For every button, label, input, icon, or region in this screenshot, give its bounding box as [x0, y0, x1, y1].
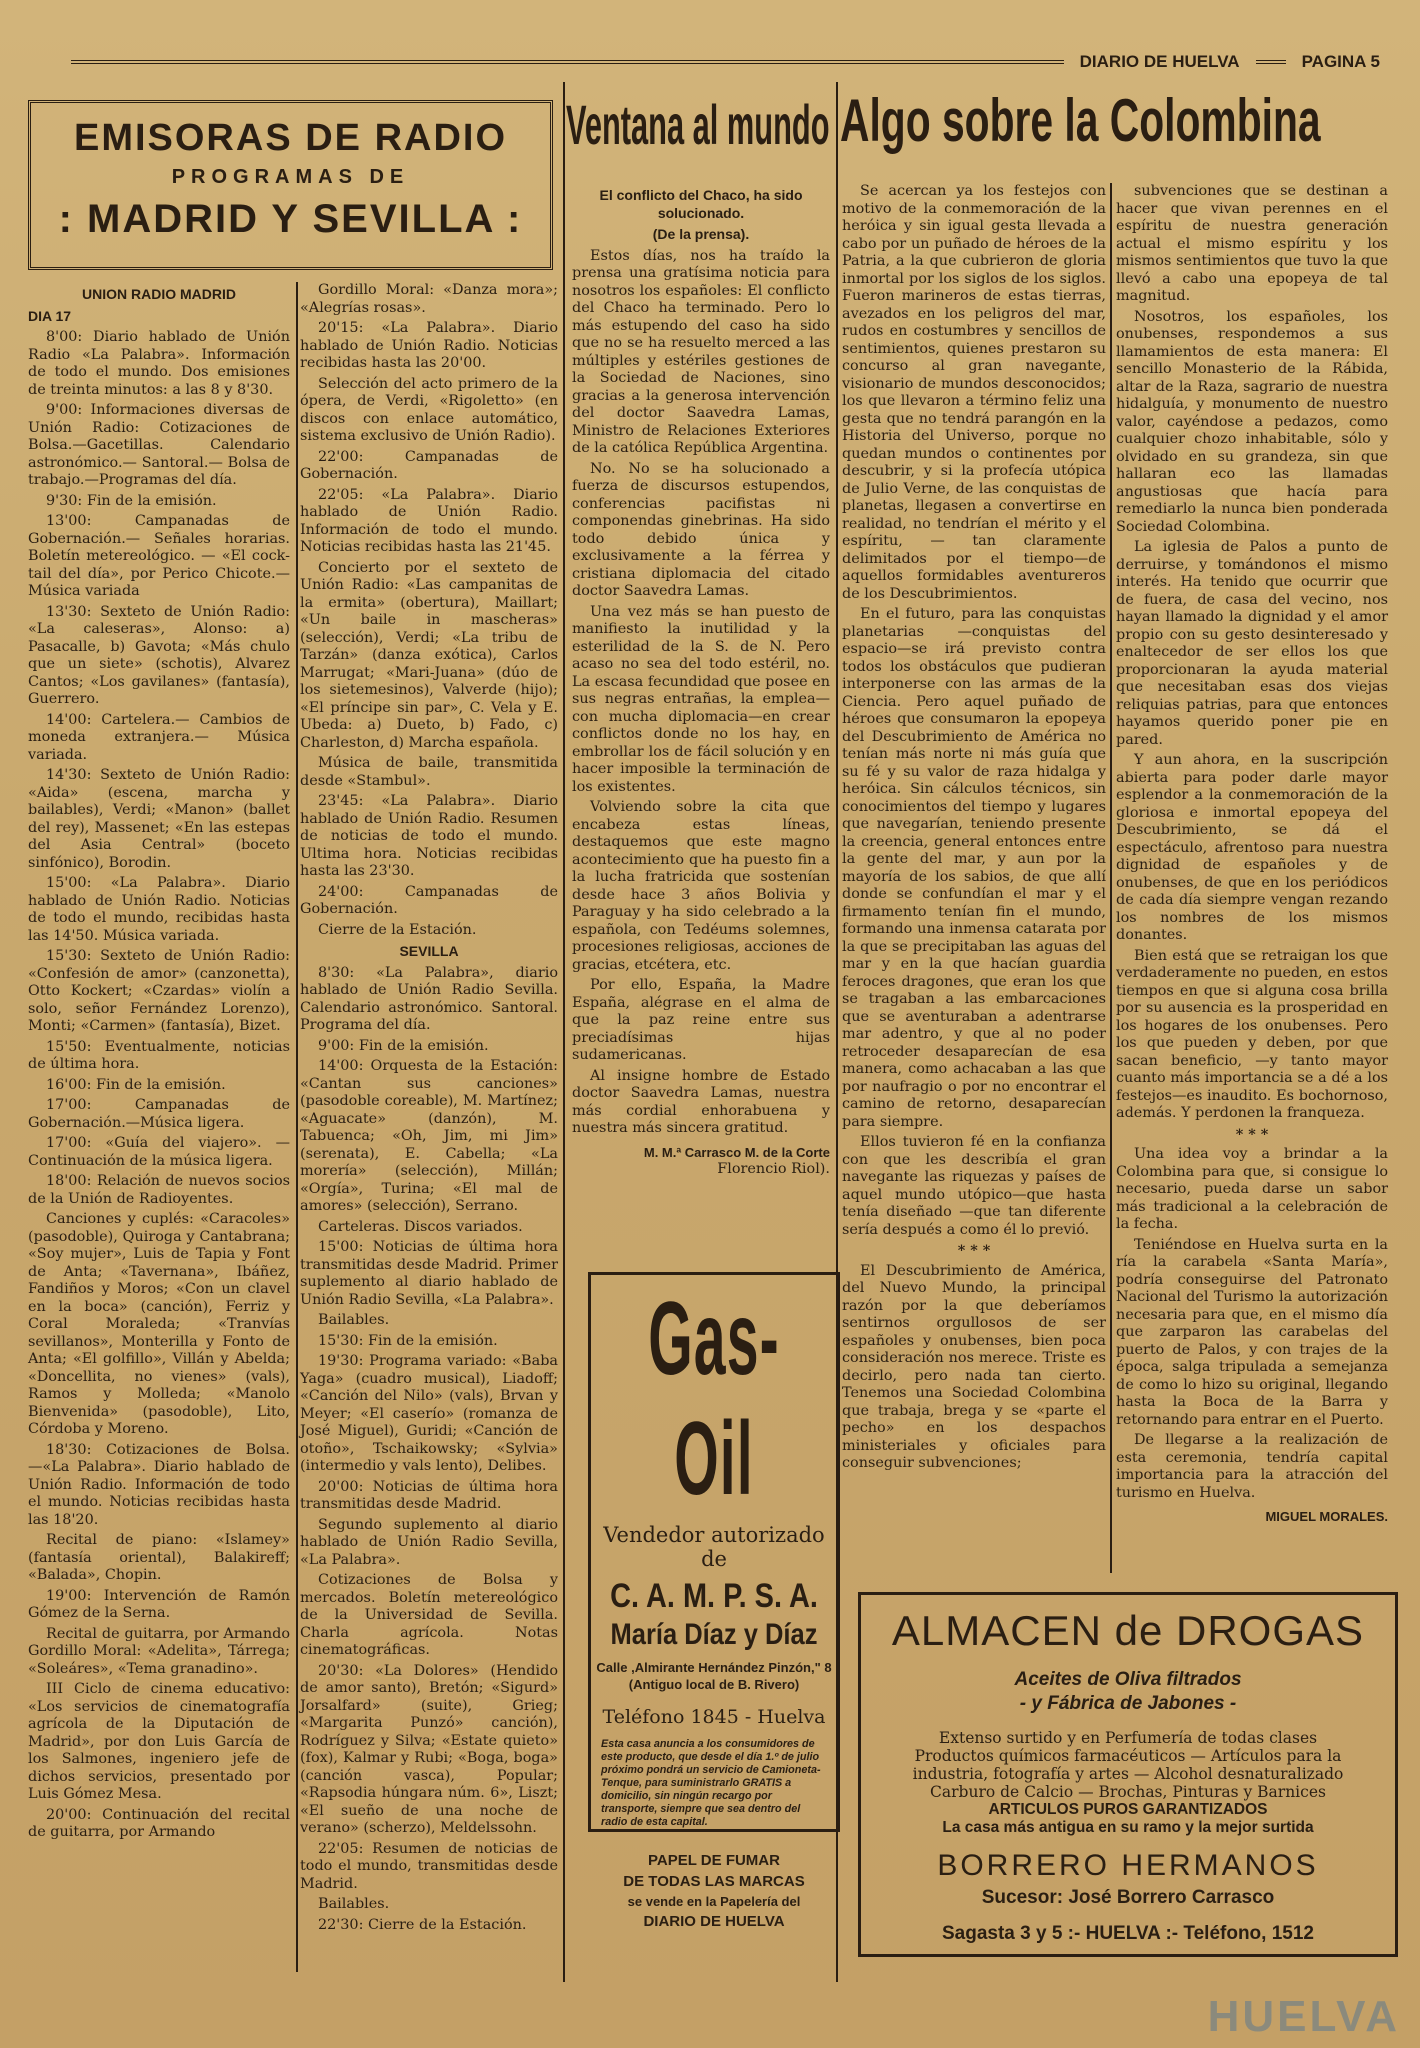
papel-line2: DE TODAS LAS MARCAS: [623, 1873, 805, 1890]
program-entry: Música de baile, transmitida desde «Stambul».: [300, 755, 558, 789]
article-paragraph: En el futuro, para las conquistas planetarias —conquistas del espacio—se irá previsto contra todos los obstáculos que pudieran interponerse con las armas de la Ciencia. Pero aquel puñado de héroes que consumaron la epopeya del Descubrimiento de América no tenían más norte ni más guía que su fé y su valor de raza hidalga y heróica. Sin cálculos técnicos, sin conocimientos del tiempo y lugares que navegarían, teniendo presente la creencia, general entonces entre la gente del mar, y aun por la mayoría de los sabios, de que allí donde se confundían el mar y el firmamento tenían fin el mundo, formando una inmensa catarata por la que se precipitaban las aguas del mar y en la que hacían guardia feroces dragones, que eran los que se tragaban a las embarcaciones que se aventuraban a adentrarse mar adentro, y que al no poder retroceder desaparecían de esa manera, como achacaban a las que por naufragio o por no encontrar el camino de retorno, desaparecían para siempre.: [842, 606, 1106, 1130]
program-entry: Bailables.: [318, 1312, 390, 1328]
drogas-body: [879, 1729, 1377, 1837]
program-entry: 14'30: Sexteto de Unión Radio: «Aida» (escena, marcha y bailables), Verdi; «Manon» (ballet del rey), Massenet; «En las estepas del Asia Central» (boceto sinfónico), Borodin.: [28, 767, 290, 871]
gasoil-address: Calle ,Almirante Hernández Pinzón," 8: [596, 1660, 832, 1675]
radio-column-madrid: [28, 282, 290, 1845]
program-entry: 9'00: Informaciones diversas de Unión Radio: Cotizaciones de Bolsa.—Gacetillas. Calendario astronómico.— Santoral.— Bolsa de trabajo.—Programas del día.: [28, 402, 290, 488]
colombina-column-b: [1116, 183, 1388, 1526]
program-entry: 18'30: Cotizaciones de Bolsa.—«La Palabra». Diario hablado de Unión Radio. Información de todo el mundo. Noticias recibidas hasta las 18'20.: [28, 1441, 290, 1528]
program-entry: 20'30: «La Dolores» (Hendido de amor santo), Bretón; «Sigurd» Jorsalfard» (suite), Grieg; «Margarita Punzó» canción), Rodríguez y Silva; «Estate quieto» (fox), Kalmar y Rubi; «Boga, boga» (canción vasca), Popular; «Rapsodia húngara núm. 6», Liszt; «El sueño de una noche de verano» (scherzo), Meldelssohn.: [300, 1662, 558, 1836]
program-entry: Segundo suplemento al diario hablado de Unión Radio Sevilla, «La Palabra».: [300, 1516, 558, 1568]
program-entry: 15'50: Eventualmente, noticias de última hora.: [28, 1038, 290, 1072]
running-header: [55, 52, 1380, 72]
program-entry: 22'00: Campanadas de Gobernación.: [300, 448, 558, 482]
program-entry: Cotizaciones de Bolsa y mercados. Boletín metereológico de la Universidad de Sevilla. Charla agrícola. Notas cinematográficas.: [300, 1572, 558, 1658]
program-entry: Canciones y cuplés: «Caracoles» (pasodoble), Quiroga y Cantabrana; «Soy mujer», Luis de Tapia y Font de Anta; «Tavernana», Ibáñez, Fandiños y Moros; «Con un clavel en la boca» (canción), Ferriz y Coral Moraleda; «Tranvías sevillanos», Monterilla y Fonto de Anta; «El golfillo», Villán y Abelda; «Doncellita, no vienes» (vals), Ramos y Molleda; «Manolo Bienvenida» (pasodoble), Lito, Córdoba y Moreno.: [28, 1211, 290, 1437]
program-entry: Bailables.: [318, 1896, 390, 1912]
program-entry: III Ciclo de cinema educativo: «Los servicios de cinematografía agrícola de la Diputación de Madrid», por don Luis García de los Salmones, ingeniero jefe de dichos servicios, presentado por Luis Gómez Mesa.: [28, 1681, 290, 1802]
drogas-oil: Aceites de Oliva filtrados: [1014, 1669, 1242, 1690]
article-paragraph: Al insigne hombre de Estado doctor Saavedra Lamas, nuestra más cordial enhorabuena y nuestra más sincera gratitud.: [572, 1067, 830, 1136]
program-entry: 22'05: Resumen de noticias de todo el mundo, transmitidas desde Madrid.: [300, 1840, 558, 1892]
drogas-line2: Productos químicos farmacéuticos — Artículos para la industria, fotografía y artes — Alcohol desnaturalizado: [912, 1747, 1344, 1783]
article-paragraph: El Descubrimiento de América, del Nuevo Mundo, la principal razón por la que deberíamos sentirnos orgullosos de ser españoles y onubenses, bien poca consideración nos merece. Triste es decirlo, pero nada tan cierto. Tenemos una Sociedad Colombina que trabaja, brega y se «parte el pecho» en los despachos ministeriales y oficiales para conseguir subvenciones;: [842, 1262, 1106, 1471]
article-paragraph: Una vez más se han puesto de manifiesto la inutilidad y la esterilidad de la S. de N. Pero acaso no sea del todo estéril, no. La escasa fecundidad que posee en sus negras entrañas, la emplea—con mucha diplomacia—en crear conflictos donde no los hay, en embrollar los de fácil solución y en hacer imposible la terminación de los existentes.: [572, 603, 830, 795]
article-paragraph: No. No se ha solucionado a fuerza de discursos estupendos, conferencias pacifistas ni componendas ginebrinas. Ha sido todo debido única y exclusivamente a la férrea y cristiana diplomacia del citado doctor Saavedra Lamas.: [572, 460, 830, 599]
article-paragraph: De llegarse a la realización de esta ceremonia, tendría capital importancia para la atracción del turismo en Huelva.: [1116, 1432, 1388, 1501]
program-entry: Gordillo Moral: «Danza mora»; «Alegrías rosas».: [300, 282, 558, 316]
program-entry: 17'00: «Guía del viajero». —Continuación de la música ligera.: [28, 1135, 290, 1169]
section-madrid: UNION RADIO MADRID: [82, 286, 236, 302]
program-entry: 18'00: Relación de nuevos socios de la Unión de Radioyentes.: [28, 1173, 290, 1207]
article-paragraph: Nosotros, los españoles, los onubenses, respondemos a sus llamamientos de esta manera: El sencillo Monasterio de la Rábida, altar de la Raza, sagrario de nuestra hidalguía, y monumento de nuestro valor, cayéndose a pedazos, como cualquier chozo inhabitable, sólo y olvidado en su grandeza, sin que hallaran eco las llamadas angustiosas que hacía para remediarlo la nunca bien ponderada Sociedad Colombina.: [1116, 308, 1388, 535]
drogas-line5: La casa más antigua en su ramo y la mejor surtida: [942, 1819, 1314, 1836]
ventana-location: Florencio Riol).: [717, 1161, 830, 1177]
article-paragraph: Teniéndose en Huelva surta en la ría la carabela «Santa María», podría conseguirse del Patronato Nacional del Turismo la autorización necesaria para que, en el mismo día que zarparon las carabelas del puerto de Palos, y con trajes de la época, salga tripulada a semejanza de como lo hizo su original, llegando hasta la Boca de la Barra y retornando para entrar en el Puerto.: [1116, 1236, 1388, 1428]
day-label: DIA 17: [28, 307, 72, 324]
papel-line3: se vende en la Papelería del: [627, 1894, 801, 1909]
drogas-line3: Carburo de Calcio — Brochas, Pinturas y Barnices: [930, 1783, 1326, 1801]
article-paragraph: La iglesia de Palos a punto de derruirse, y tomándonos el mismo interés. Ha tenido que ocurrir que de fuera, de casa del vecino, nos hayan llamado la dignidad y el amor propio con su gesto desinteresado y enaltecedor de ser ellos los que proporcionaran la ayuda material que necesitaban esas dos viejas reliquias patrias, para que entonces hayamos querido poner pie en pared.: [1116, 539, 1388, 748]
program-entry: 16'00: Fin de la emisión.: [46, 1076, 226, 1093]
colombina-column-a: [842, 183, 1106, 1476]
program-entry: 22'30: Cierre de la Estación.: [318, 1916, 527, 1933]
gasoil-note: Esta casa anuncia a los consumidores de este producto, que desde el día 1.º de julio próximo pondrá un servicio de Camioneta-Tenque, para suministrarlo GRATIS a domicilio, sin ningún recargo por transporte, siempre que sea dentro del radio de esta capital.: [601, 1738, 821, 1828]
program-entry: Carteleras. Discos variados.: [318, 1218, 523, 1235]
program-entry: 14'00: Cartelera.— Cambios de moneda extranjera.— Música variada.: [28, 711, 290, 763]
ventana-subhead: El conflicto del Chaco, ha sido solucionado.: [599, 187, 803, 221]
article-paragraph: Bien está que se retraigan los que verdaderamente no pueden, en estos tiempos en que si alguna cosa brilla por su ausencia es la prosperidad en los hogares de los onubenses. Pero los que pueden y deben, por que sacan beneficio, —y tanto mayor cuanto más importancia se a dé a los festejos—es inaudito. Es bochornoso, además. Y perdonen la franqueza.: [1116, 947, 1388, 1121]
ventana-source: (De la prensa).: [652, 226, 750, 242]
section-sevilla: SEVILLA: [399, 943, 459, 959]
article-paragraph: Por ello, España, la Madre España, alégrase en el alma de que la paz reine entre sus preciadísimas hijas sudamericanas.: [572, 977, 830, 1063]
program-entry: 19'00: Intervención de Ramón Gómez de la Serna.: [28, 1587, 290, 1621]
program-entry: 24'00: Campanadas de Gobernación.: [300, 883, 558, 917]
program-entry: 15'00: «La Palabra». Diario hablado de Unión Radio. Noticias de todo el mundo, recibidas hasta las 14'50. Música variada.: [28, 875, 290, 944]
gasoil-phone: Teléfono 1845 - Huelva: [602, 1706, 826, 1728]
program-entry: Concierto por el sexteto de Unión Radio: «Las campanitas de la ermita» (obertura), Maillart; «Un baile in mascheras» (selección), Verdi; «La tribu de Tarzán» (danza exótica), Carlos Marrugat; «Mari-Juana» (dúo de los sietemesinos), Valverde (hijo); «El príncipe sin par», C. Vela y E. Ubeda: a) Dueto, b) Fado, c) Charleston, d) Marcha española.: [300, 559, 558, 751]
radio-title: EMISORAS DE RADIO: [73, 117, 508, 159]
program-entry: 13'00: Campanadas de Gobernación.— Señales horarias. Boletín metereológico. — «El cock-tail del día», por Perico Chicote.—Música variada: [28, 513, 290, 599]
program-entry: 15'00: Noticias de última hora transmitidas desde Madrid. Primer suplemento al diario hablado de Unión Radio Sevilla, «La Palabra».: [300, 1239, 558, 1308]
drogas-line4: ARTICULOS PUROS GARANTIZADOS: [988, 1801, 1268, 1818]
program-entry: 20'00: Continuación del recital de guitarra, por Armando: [28, 1806, 290, 1840]
drogas-title: ALMACEN de DROGAS: [891, 1607, 1365, 1654]
radio-cities: : MADRID Y SEVILLA :: [58, 197, 523, 241]
ventana-headline: Ventana al mundo: [566, 93, 830, 156]
gasoil-campsa: C. A. M. P. S. A.: [610, 1577, 818, 1615]
ventana-article: [572, 183, 830, 1179]
colombina-headline: Algo sobre la Colombina: [840, 87, 1321, 154]
program-entry: 8'00: Diario hablado de Unión Radio «La Palabra». Información de todo el mundo. Dos emisiones de treinta minutos: a las 8 y 8'30.: [28, 329, 290, 398]
program-entry: 8'30: «La Palabra», diario hablado de Unión Radio Sevilla. Calendario astronómico. Santoral. Programa del día.: [300, 964, 558, 1033]
gasoil-title: Gas-Oil: [648, 1281, 780, 1517]
article-paragraph: subvenciones que se destinan a hacer que vivan perennes en el espíritu de nuestra generación actual el mismo espíritu y los mismos sentimientos que tuvo la que llevó a cabo una epopeya de tal magnitud.: [1116, 183, 1388, 304]
drogas-address: Sagasta 3 y 5 :- HUELVA :- Teléfono, 1512: [941, 1923, 1314, 1944]
drogas-company: BORRERO HERMANOS: [937, 1849, 1319, 1882]
archive-watermark: HUELVA: [1207, 1992, 1400, 2041]
article-paragraph: Estos días, nos ha traído la prensa una gratísima noticia para nosotros los españoles: El conflicto del Chaco ha terminado. Pero lo más estupendo del caso ha sido que no se ha resuelto merced a las múltiples y estériles gestiones de la Sociedad de Naciones, sino gracias a la generosa intervención del doctor Saavedra Lamas, Ministro de Relaciones Exteriores de la católica República Argentina.: [572, 247, 830, 456]
papel-line1: PAPEL DE FUMAR: [648, 1852, 780, 1869]
program-entry: Recital de guitarra, por Armando Gordillo Moral: «Adelita», Tárrega; «Soleáres», «Tema granadino».: [28, 1625, 290, 1677]
drogas-ad: [858, 1592, 1398, 1957]
article-paragraph: Se acercan ya los festejos con motivo de la conmemoración de la heróica y sin igual gesta llevada a cabo por un puñado de héroes de la Patria, a la que cubrieron de gloria inmortal por los siglos de los siglos. Fueron marineros de estas tierras, avezados en los peligros del mar, rudos en costumbres y sencillos de sentimientos, quienes prestaron su concurso al gran navegante, visionario de mundos desconocidos; los que llevaron a término feliz una gesta que no tendrá parangón en la Historia del Universo, porque no quedan mundos o continentes por descubrir, y si la profecía utópica de Julio Verne, de las conquistas de planetas, llegasen a convertirse en realidad, no tendrían el mérito y el espíritu, — tan claramente delimitados por el tiempo—de aquellos formidables aventureros de los Descubrimientos.: [842, 183, 1106, 602]
gasoil-vendor: Vendedor autorizado de: [603, 1523, 825, 1571]
program-entry: 17'00: Campanadas de Gobernación.—Música ligera.: [28, 1097, 290, 1131]
program-entry: 23'45: «La Palabra». Diario hablado de Unión Radio. Resumen de noticias de todo el mundo. Ultima hora. Noticias recibidas hasta las 23'30.: [300, 793, 558, 879]
article-paragraph: Una idea voy a brindar a la Colombina para que, si consigue lo necesario, pueda darse un sabor más tradicional a la celebración de la fecha.: [1116, 1146, 1388, 1232]
program-entry: 13'30: Sexteto de Unión Radio: «La caleseras», Alonso: a) Pasacalle, b) Gavota; «Más chulo que un siete» (schotis), Alvarez Cantos; «Los gavilanes» (fantasía), Guerrero.: [28, 603, 290, 707]
program-entry: Cierre de la Estación.: [318, 921, 477, 938]
program-entry: 22'05: «La Palabra». Diario hablado de Unión Radio. Información de todo el mundo. Noticias recibidas hasta las 21'45.: [300, 486, 558, 555]
program-entry: 20'00: Noticias de última hora transmitidas desde Madrid.: [300, 1478, 558, 1512]
gasoil-owner: María Díaz y Díaz: [610, 1618, 818, 1651]
article-paragraph: Y aun ahora, en la suscripción abierta para poder darle mayor esplendor a la conmemoración de la gloriosa e inmortal epopeya del Descubrimiento, se dá el espectáculo, afrentoso para nuestra dignidad de españoles y de onubenses, de que en los periódicos de cada día siempre vengan rezando los nombres de los mismos donantes.: [1116, 752, 1388, 943]
program-entry: 14'00: Orquesta de la Estación: «Cantan sus canciones» (pasodoble coreable), M. Martínez; «Aguacate» (danzón), M. Tabuenca; «Oh, Jim, mi Jim» (serenata), E. Cabella; «La morería» (selección), Millán; «Orgía», Turina; «El mal de amores» (selección), Serrano.: [300, 1058, 558, 1214]
gasoil-ad: [588, 1272, 840, 1832]
drogas-soap: - y Fábrica de Jabones -: [1019, 1693, 1237, 1714]
papel-ad: [588, 1848, 840, 1958]
papel-line4: DIARIO DE HUELVA: [643, 1913, 785, 1930]
program-entry: 19'30: Programa variado: «Baba Yaga» (cuadro musical), Liadoff; «Canción del Nilo» (vals), Brvan y Meyer; «El caserío» (romanza de José Miguel), Guridi; «Canción de otoño», Tschaikowsky; «Sylvia» (intermedio y vals lento), Delibes.: [300, 1353, 558, 1474]
gasoil-address-old: (Antiguo local de B. Rivero): [628, 1677, 800, 1692]
program-entry: Recital de piano: «Islamey» (fantasía oriental), Balakireff; «Balada», Chopin.: [28, 1532, 290, 1583]
program-entry: 20'15: «La Palabra». Diario hablado de Unión Radio. Noticias recibidas hasta las 20'00.: [300, 320, 558, 371]
colombina-author: MIGUEL MORALES.: [1265, 1509, 1388, 1524]
drogas-successor: Sucesor: José Borrero Carrasco: [981, 1887, 1275, 1908]
drogas-line1: Extenso surtido y en Perfumería de todas clases: [938, 1729, 1318, 1747]
article-paragraph: Volviendo sobre la cita que encabeza estas líneas, destaquemos que este magno acontecimiento que ha puesto fin a la lucha fratricida que sostenían desde hace 3 años Bolivia y Paraguay y ha sido celebrado a la española, con Tedéums solemnes, procesiones religiosas, acciones de gracias, etcétera, etc.: [572, 799, 830, 973]
program-entry: 15'30: Fin de la emisión.: [318, 1332, 498, 1349]
program-entry: 9'30: Fin de la emisión.: [46, 492, 217, 509]
program-entry: 9'00: Fin de la emisión.: [318, 1037, 489, 1054]
section-separator: * * *: [1235, 1125, 1269, 1143]
radio-column-sevilla: [300, 282, 558, 1937]
radio-title-box: [28, 100, 553, 270]
program-entry: 15'30: Sexteto de Unión Radio: «Confesión de amor» (canzonetta), Otto Kockert; «Czardas» violín a solo, señor Fernández Lorenzo), Monti; «Carmen» (fantasía), Bizet.: [28, 948, 290, 1034]
article-paragraph: Ellos tuvieron fé en la confianza con que les describía el gran navegante las riquezas y países de aquel mundo utópico—que hasta tenía diseñado —que tan diferente sería después a como él lo previó.: [842, 1134, 1106, 1238]
section-separator: * * *: [957, 1242, 991, 1259]
paper-name: DIARIO DE HUELVA: [1079, 52, 1240, 71]
ventana-signature: M. M.ª Carrasco M. de la Corte: [643, 1144, 830, 1160]
radio-subtitle: PROGRAMAS DE: [171, 166, 410, 188]
page-number: PAGINA 5: [1301, 52, 1380, 71]
program-entry: Selección del acto primero de la ópera, de Verdi, «Rigoletto» (en discos con enlace automático, sistema exclusivo de Unión Radio).: [300, 375, 558, 444]
